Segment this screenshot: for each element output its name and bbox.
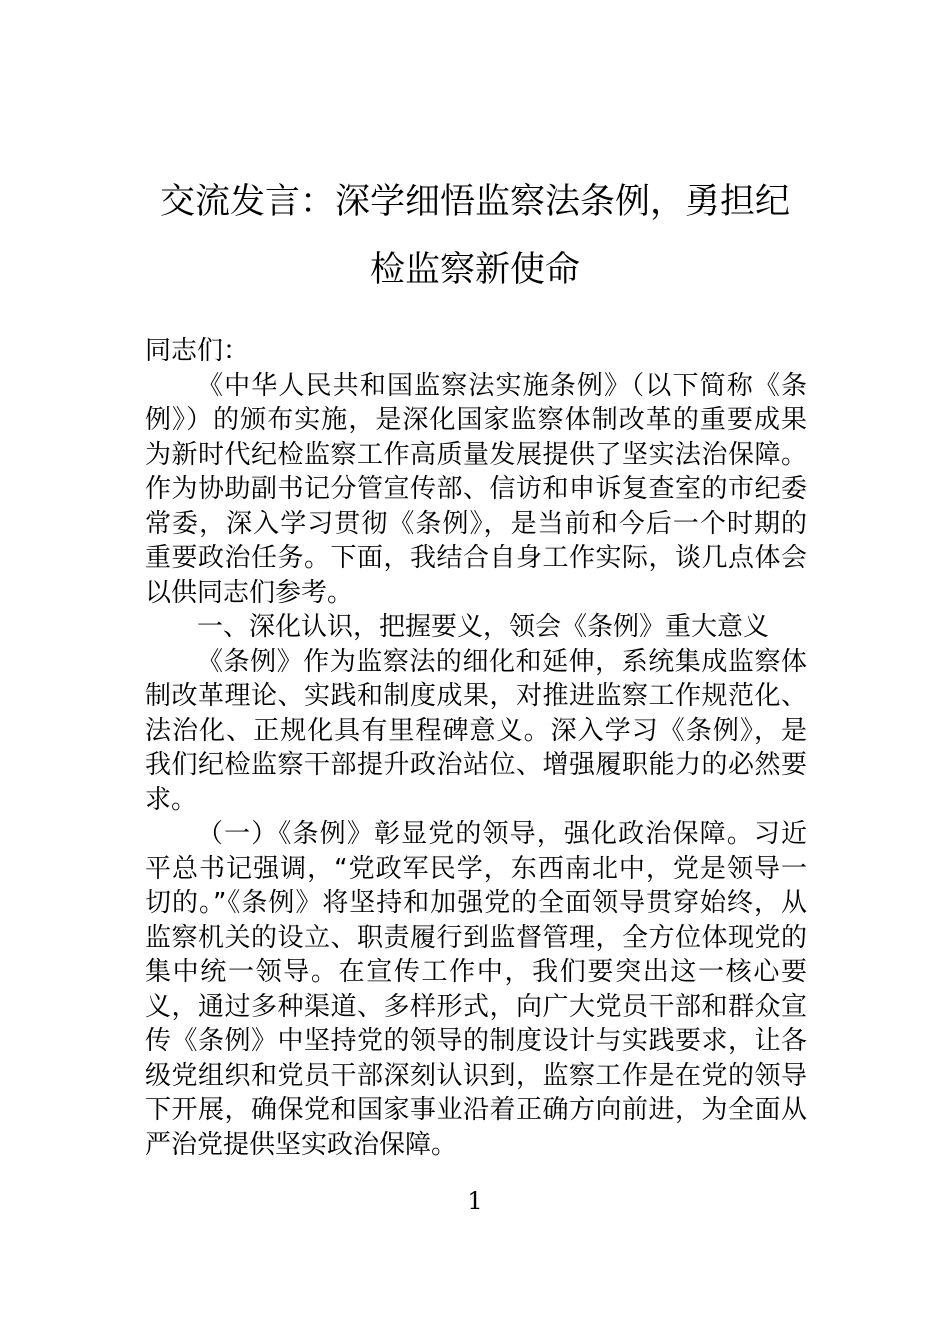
paragraph-section-1-intro: 《条例》作为监察法的细化和延伸，系统集成监察体制改革理论、实践和制度成果，对推进监察工作规范化、法治化、正规化具有里程碑意义。深入学习《条例》，是我们纪检监察干部提升政治站位、增强履职能力的必然要求。 <box>145 646 807 815</box>
document-body <box>145 334 807 1162</box>
page-number: 1 <box>467 1187 483 1215</box>
title-line-2: 检监察新使命 <box>369 250 580 290</box>
title-line-1: 交流发言：深学细悟监察法条例，勇担纪 <box>159 182 790 222</box>
document-title <box>145 168 805 304</box>
paragraph-subsection-1: （一）《条例》彰显党的领导，强化政治保障。习近平总书记强调，“党政军民学，东西南北中，党是领导一切的。”《条例》将坚持和加强党的全面领导贯穿始终，从监察机关的设立、职责履行到监督管理，全方位体现党的集中统一领导。在宣传工作中，我们要突出这一核心要义，通过多种渠道、多样形式，向广大党员干部和群众宣传《条例》中坚持党的领导的制度设计与实践要求，让各级党组织和党员干部深刻认识到，监察工作是在党的领导下开展，确保党和国家事业沿着正确方向前进，为全面从严治党提供坚实政治保障。 <box>145 819 807 1160</box>
paragraph-intro: 《中华人民共和国监察法实施条例》（以下简称《条例》）的颁布实施，是深化国家监察体制改革的重要成果为新时代纪检监察工作高质量发展提供了坚实法治保障。作为协助副书记分管宣传部、信访和申诉复查室的市纪委常委，深入学习贯彻《条例》，是当前和今后一个时期的重要政治任务。下面，我结合自身工作实际，谈几点体会以供同志们参考。 <box>145 370 807 608</box>
salutation: 同志们： <box>145 336 250 366</box>
section-heading-1: 一、深化认识，把握要义，领会《条例》重大意义 <box>197 612 770 642</box>
